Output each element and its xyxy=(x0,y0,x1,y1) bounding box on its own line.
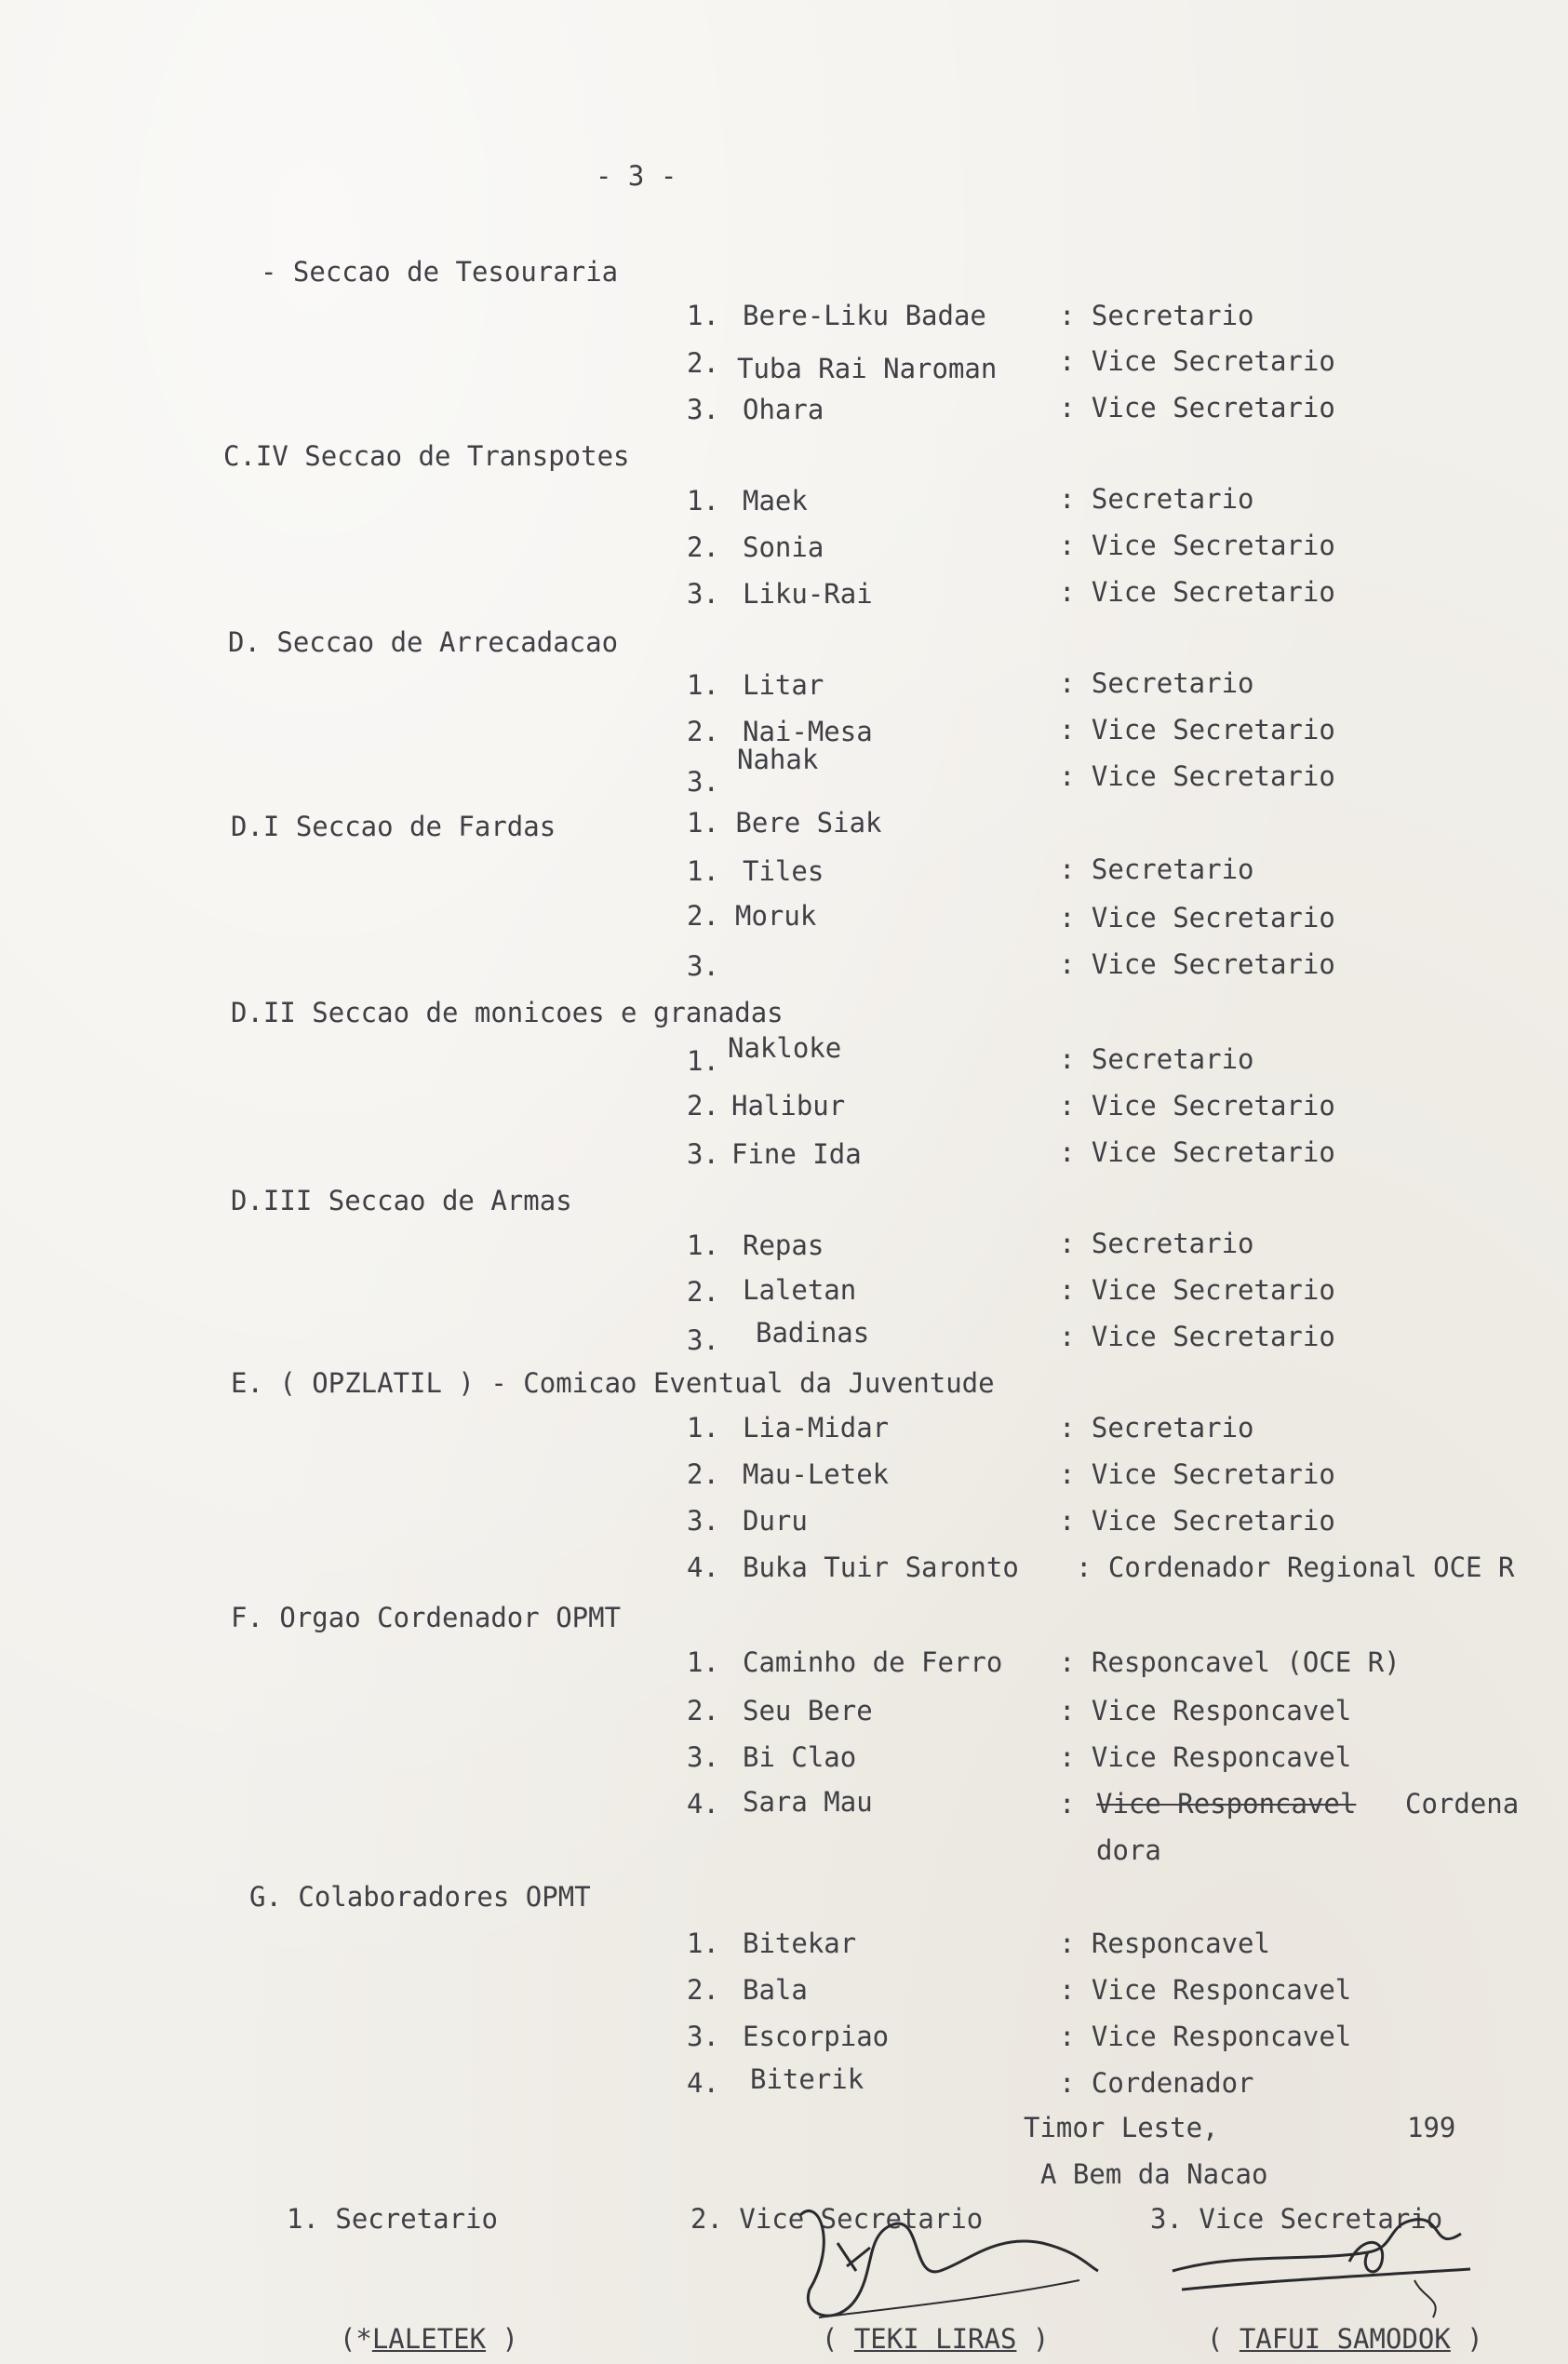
section-heading: C.IV Seccao de Transpotes xyxy=(223,440,630,472)
member-role: : Vice Responcavel xyxy=(1059,2021,1352,2052)
member-role: : Secretario xyxy=(1059,1412,1254,1444)
closing-place: Timor Leste, xyxy=(1024,2112,1219,2143)
member-role: : Vice Secretario xyxy=(1059,1136,1335,1168)
signatory-prefix: (* xyxy=(339,2323,372,2355)
row-number: 1. xyxy=(687,1412,719,1444)
closing-motto: A Bem da Nacao xyxy=(1040,2158,1268,2190)
member-role: : Secretario xyxy=(1059,853,1254,885)
member-role: : Vice Responcavel xyxy=(1059,1974,1352,2006)
member-role: : Vice Secretario xyxy=(1059,1274,1335,1306)
row-number: 1. xyxy=(687,300,719,331)
signatory-title: 2. Vice Secretario xyxy=(690,2203,984,2235)
member-name: Buka Tuir Saronto xyxy=(743,1551,1019,1583)
role-colon: : xyxy=(1059,1788,1076,1820)
member-name: Tuba Rai Naroman xyxy=(737,353,998,384)
signatory-suffix: ) xyxy=(1450,2323,1483,2355)
member-name: Maek xyxy=(743,485,808,517)
member-name: Sonia xyxy=(743,531,824,563)
member-name: Laletan xyxy=(743,1274,857,1306)
member-name: Tiles xyxy=(743,855,824,887)
member-role: : Cordenador Regional OCE R xyxy=(1076,1551,1515,1583)
member-name: Escorpiao xyxy=(743,2021,890,2052)
row-number: 2. xyxy=(687,1090,719,1122)
member-role: : Vice Secretario xyxy=(1059,714,1335,745)
member-role: : Vice Responcavel xyxy=(1059,1695,1352,1726)
member-role: Cordena xyxy=(1405,1788,1520,1820)
closing-year: 199 xyxy=(1407,2112,1456,2143)
member-name: Mau-Letek xyxy=(743,1458,890,1490)
row-number: 3. xyxy=(687,578,719,610)
member-role: : Vice Secretario xyxy=(1059,392,1335,423)
member-name: Liku-Rai xyxy=(743,578,873,610)
row-number: 3. xyxy=(687,766,719,798)
signatory-title: 1. Secretario xyxy=(287,2203,498,2235)
signatory-name: LALETEK xyxy=(371,2323,487,2355)
member-name: Lia-Midar xyxy=(743,1412,890,1444)
member-name: Nahak xyxy=(737,744,819,775)
row-number: 1. xyxy=(687,1045,719,1077)
row-number: 2. xyxy=(687,1695,719,1726)
member-role: : Vice Secretario xyxy=(1059,1458,1335,1490)
member-role: : Vice Secretario xyxy=(1059,948,1335,980)
member-name: Moruk xyxy=(735,900,817,932)
signature-vice-secretario-3 xyxy=(1163,2196,1498,2345)
member-name: Bitekar xyxy=(743,1927,857,1959)
member-name: Caminho de Ferro xyxy=(743,1646,1003,1678)
member-role: : Secretario xyxy=(1059,483,1254,515)
row-number: 1. xyxy=(687,1646,719,1678)
signatory-prefix: ( xyxy=(1206,2323,1240,2355)
row-number: 2. xyxy=(687,347,719,379)
member-role: : Vice Secretario xyxy=(1059,902,1335,934)
member-role: : Responcavel xyxy=(1059,1927,1270,1959)
signature-vice-secretario-2 xyxy=(782,2178,1117,2364)
member-name: Litar xyxy=(743,669,824,701)
signatory-name-line xyxy=(307,2299,518,2353)
member-name: Repas xyxy=(743,1229,824,1261)
member-name: Nai-Mesa xyxy=(743,716,873,747)
member-name: Sara Mau xyxy=(743,1786,873,1818)
row-number: 1. xyxy=(687,485,719,517)
row-number: 1. xyxy=(687,855,719,887)
member-role: : Vice Secretario xyxy=(1059,1090,1335,1122)
row-number: 2. xyxy=(687,531,719,563)
member-role: : Vice Secretario xyxy=(1059,760,1335,792)
member-role: : Secretario xyxy=(1059,1043,1254,1075)
row-number: 3. xyxy=(687,1324,719,1356)
row-number: 1. xyxy=(687,1229,719,1261)
signatory-suffix: ) xyxy=(1016,2323,1050,2355)
member-name: Duru xyxy=(743,1505,808,1537)
member-name: Bala xyxy=(743,1974,808,2006)
heading-extra: 1. Bere Siak xyxy=(687,807,882,839)
row-number: 3. xyxy=(687,950,719,982)
member-name: Fine Ida xyxy=(731,1138,862,1170)
row-number: 2. xyxy=(687,1974,719,2006)
member-name: Halibur xyxy=(731,1090,846,1122)
row-number: 1. xyxy=(687,1927,719,1959)
member-role-continued: dora xyxy=(1096,1834,1161,1866)
member-name: Biterik xyxy=(750,2063,864,2095)
member-role: : Responcavel (OCE R) xyxy=(1059,1646,1400,1678)
signatory-prefix: ( xyxy=(821,2323,854,2355)
member-role: : Vice Responcavel xyxy=(1059,1741,1352,1773)
row-number: 3. xyxy=(687,1505,719,1537)
member-role: : Vice Secretario xyxy=(1059,345,1335,377)
member-role: : Vice Secretario xyxy=(1059,1321,1335,1352)
row-number: 4. xyxy=(687,2067,719,2099)
signatory-suffix: ) xyxy=(486,2323,518,2355)
section-heading: - Seccao de Tesouraria xyxy=(261,256,619,288)
member-role: : Secretario xyxy=(1059,667,1254,699)
member-name: Seu Bere xyxy=(743,1695,873,1726)
row-number: 2. xyxy=(687,1276,719,1308)
signatory-name: TEKI LIRAS xyxy=(853,2323,1017,2355)
section-heading: E. ( OPZLATIL ) - Comicao Eventual da Juventude xyxy=(231,1367,995,1399)
member-role: : Cordenador xyxy=(1059,2067,1254,2099)
row-number: 3. xyxy=(687,1138,719,1170)
section-heading: F. Orgao Cordenador OPMT xyxy=(231,1602,622,1633)
row-number: 3. xyxy=(687,394,719,425)
section-heading: G. Colaboradores OPMT xyxy=(249,1881,591,1913)
row-number: 2. xyxy=(687,900,719,932)
section-heading: D. Seccao de Arrecadacao xyxy=(228,626,619,658)
row-number: 3. xyxy=(687,1741,719,1773)
member-name: Bi Clao xyxy=(743,1741,857,1773)
row-number: 4. xyxy=(687,1551,719,1583)
member-role: : Vice Secretario xyxy=(1059,530,1335,561)
signatory-title: 3. Vice Secretario xyxy=(1150,2203,1443,2235)
row-number: 4. xyxy=(687,1788,719,1820)
member-name: Bere-Liku Badae xyxy=(743,300,986,331)
member-role: : Secretario xyxy=(1059,300,1254,331)
row-number: 2. xyxy=(687,716,719,747)
section-heading: D.III Seccao de Armas xyxy=(231,1185,572,1216)
member-name: Nakloke xyxy=(728,1032,842,1064)
member-name: Badinas xyxy=(756,1317,870,1349)
row-number: 3. xyxy=(687,2021,719,2052)
member-role: : Vice Secretario xyxy=(1059,576,1335,608)
section-heading: D.II Seccao de monicoes e granadas xyxy=(231,997,784,1028)
signatory-name: TAFUI SAMODOK xyxy=(1239,2323,1451,2355)
member-role: : Secretario xyxy=(1059,1228,1254,1259)
row-number: 2. xyxy=(687,1458,719,1490)
member-role: : Vice Secretario xyxy=(1059,1505,1335,1537)
struck-role: Vice Responcavel xyxy=(1096,1788,1357,1820)
section-heading: D.I Seccao de Fardas xyxy=(231,811,556,842)
page-number: - 3 - xyxy=(596,160,677,192)
row-number: 1. xyxy=(687,669,719,701)
member-name: Ohara xyxy=(743,394,824,425)
